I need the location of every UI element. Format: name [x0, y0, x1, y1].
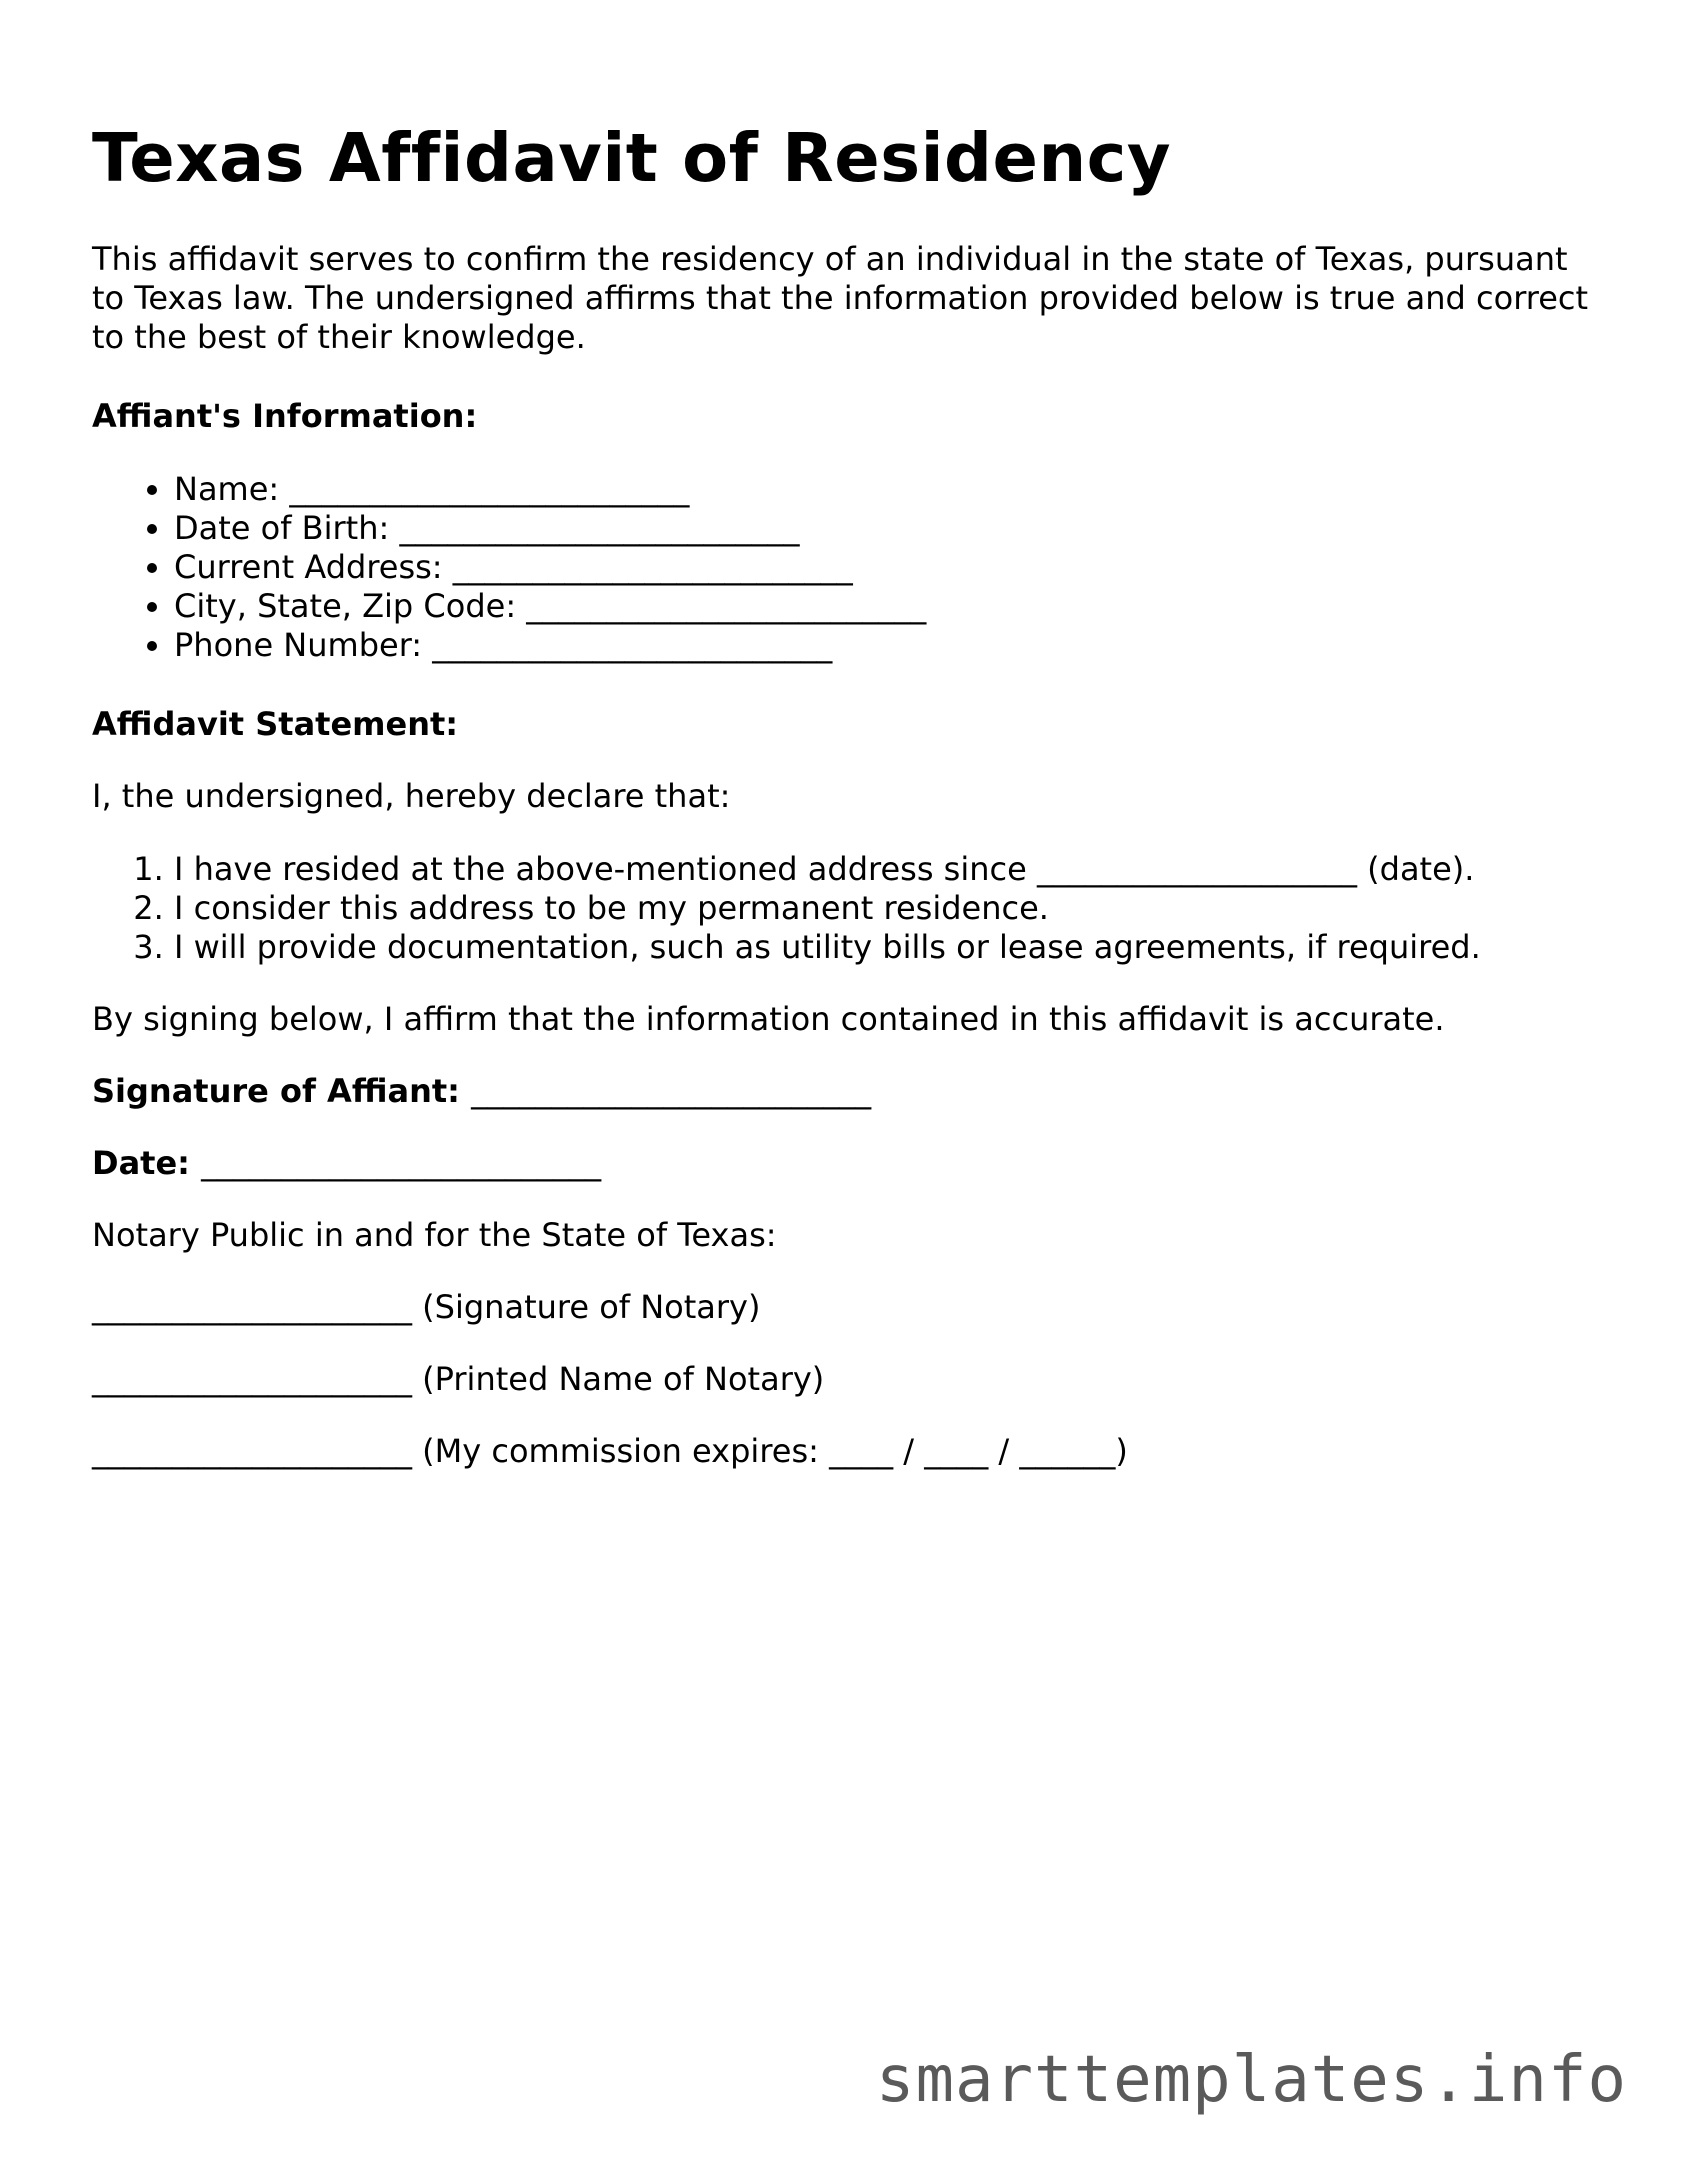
affirmation-paragraph: By signing below, I affirm that the information contained in this affidavit is accurate. [92, 1000, 1445, 1038]
affiant-field-name: • Name: _________________________ [174, 470, 1602, 509]
affiant-field-phone: • Phone Number: _________________________ [174, 626, 1602, 665]
declaration-item: 3. I will provide documentation, such as utility bills or lease agreements, if required. [174, 928, 1602, 967]
date-label: Date: [92, 1144, 190, 1182]
affiant-info-heading: Affiant's Information: [92, 397, 478, 435]
intro-paragraph: This affidavit serves to confirm the residency of an individual in the state of Texas, pursuant to Texas law. The undersigned affirms that the information provided below is true and correct to the best of their knowledge. [92, 240, 1589, 356]
signature-blank: _________________________ [471, 1072, 872, 1110]
signature-line [92, 1072, 1602, 1111]
notary-printed-name-line: ____________________ (Printed Name of Notary) [92, 1360, 825, 1398]
document-title: Texas Affidavit of Residency [92, 119, 1172, 197]
watermark-text: smarttemplates.info [875, 2043, 1627, 2117]
notary-heading: Notary Public in and for the State of Texas: [92, 1216, 777, 1254]
affiant-field-dob: • Date of Birth: _________________________ [174, 509, 1602, 548]
declaration-item: 2. I consider this address to be my permanent residence. [174, 889, 1602, 928]
affidavit-document [92, 118, 1602, 1471]
signature-label: Signature of Affiant: [92, 1072, 460, 1110]
affiant-field-address: • Current Address: _________________________ [174, 548, 1602, 587]
declaration-intro: I, the undersigned, hereby declare that: [92, 777, 731, 815]
declaration-list [92, 850, 1602, 967]
declaration-item: 1. I have resided at the above-mentioned address since ____________________ (date). [174, 850, 1602, 889]
date-line [92, 1144, 1602, 1183]
statement-heading: Affidavit Statement: [92, 705, 459, 743]
notary-commission-line: ____________________ (My commission expires: ____ / ____ / ______) [92, 1432, 1128, 1470]
affiant-info-list [92, 470, 1602, 665]
affiant-field-city-state-zip: • City, State, Zip Code: _________________________ [174, 587, 1602, 626]
date-blank: _________________________ [201, 1144, 602, 1182]
notary-signature-line: ____________________ (Signature of Notary) [92, 1288, 761, 1326]
